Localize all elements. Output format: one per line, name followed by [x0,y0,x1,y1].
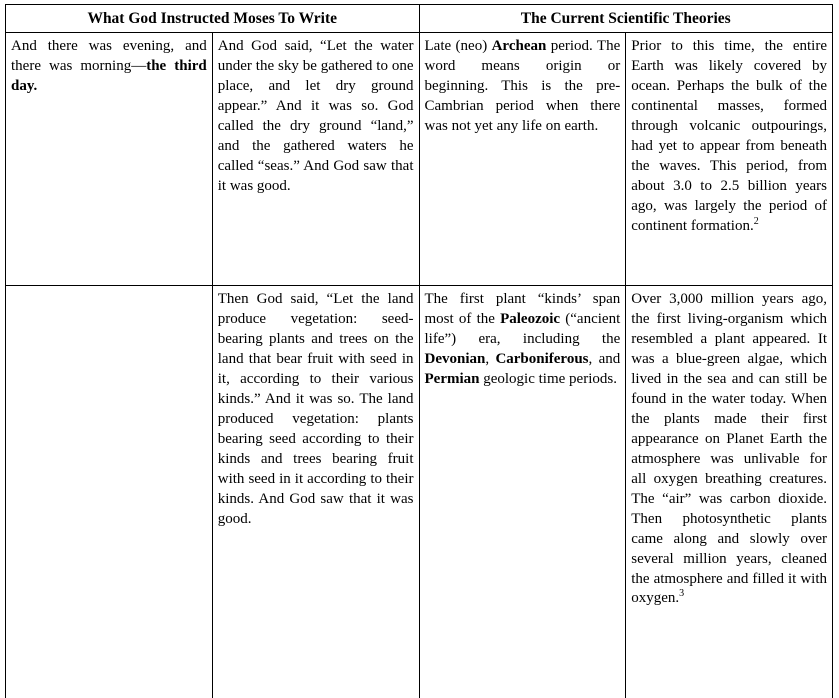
geologic-period-mid3-2: , and [588,351,621,368]
scripture-day-bold-1: the third day. [11,58,207,95]
scientific-theory-text-2: Over 3,000 million years ago, the first living-organism which resembled a plant appeared. It was a blue-green algae, which lived in the sea and can still be found in the water today. When the plants made their first appearance on Planet Earth the atmosphere was unlivable for all oxygen breathing creatures. The “air” was carbon dioxide. Then photosynthetic plants came along and slowly over several million years, cleaned the atmosphere and filled it with oxygen. [631,291,827,607]
cell-geologic-period-1 [419,33,626,286]
cell-scientific-theory-2 [626,286,833,698]
header-science: The Current Scientific Theories [419,5,833,33]
cell-scripture-day-1 [6,33,213,286]
header-scripture: What God Instructed Moses To Write [6,5,420,33]
geologic-period-mid2-2: , [485,351,496,368]
geologic-period-post-1: period. The word means origin or beginning. This is the pre-Cambrian period when there was not yet any life on earth. [424,38,621,135]
geologic-period-bold-devonian: Devonian [424,351,486,368]
cell-geologic-period-2 [419,286,626,698]
header-row [6,5,833,33]
scripture-day-text-1: And there was evening, and there was morning [11,38,207,75]
cell-scripture-passage-1 [212,33,419,286]
table-header [6,5,833,33]
geologic-period-pre-1: Late (neo) [424,38,492,55]
geologic-period-mid-2: (“ancient life”) era, including the [424,311,621,348]
geologic-period-bold-carboniferous: Carboniferous [495,351,589,368]
geologic-period-bold-permian: Permian [424,371,480,388]
scripture-passage-text-2: Then God said, “Let the land produce vegetation: seed-bearing plants and trees on the land that bear fruit with seed in it, according to their various kinds.” And it was so. The land produced vegetation: plants bearing seed according to their kinds and trees bearing fruit with seed in it according to their kinds. And God saw that it was good. [217,291,414,527]
cell-scientific-theory-1 [626,33,833,286]
scientific-theory-text-1: Prior to this time, the entire Earth was likely covered by ocean. Perhaps the bulk of the continental masses, formed through volcanic outpourings, had yet to appear from beneath the waves. This period, from about 3.0 to 2.5 billion years ago, was largely the period of continent formation. [631,38,827,234]
table-body [6,33,833,698]
table-row [6,33,833,286]
cell-scripture-passage-2 [212,286,419,698]
table-row [6,286,833,698]
comparison-table [5,4,833,698]
geologic-period-pre-2: The first plant “kinds’ span most of the [424,291,621,328]
footnote-marker-2: 2 [753,215,759,227]
cell-scripture-day-2 [6,286,213,698]
scripture-passage-text-1: And God said, “Let the water under the sky be gathered to one place, and let dry ground appear.” And it was so. God called the dry ground “land,” and the gathered waters he called “seas.” And God saw that it was good. [217,38,414,194]
footnote-marker-3: 3 [679,588,685,600]
geologic-period-bold-paleozoic: Paleozoic [500,311,561,328]
geologic-period-bold-1: Archean [491,38,547,55]
scripture-day-dash-1: — [131,58,147,75]
geologic-period-post-2: geologic time periods. [479,371,617,388]
